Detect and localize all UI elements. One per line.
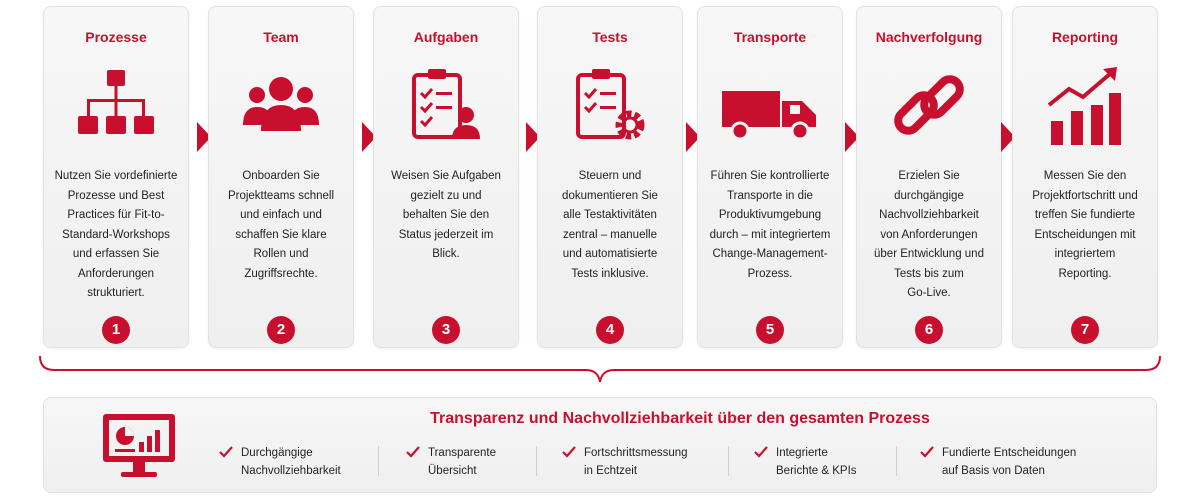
step-title: Nachverfolgung [875,29,983,45]
step-card-transporte [697,6,843,348]
growth-chart-icon [1045,65,1125,155]
step-description: Messen Sie den Projektfortschritt und treffen Sie fundierte Entscheidungen mit integriertem Reporting. [1032,170,1138,280]
separator [378,446,379,476]
separator [728,446,729,476]
step-number-badge: 1 [102,316,130,344]
test-clipboard-gear-icon [570,65,650,155]
summary-panel: Transparenz und Nachvollziehbarkeit über den gesamten Prozess Durchgängige Nachvollziehbarkeit Transparente Übersicht Fortschrittsmessung in Echtzeit Integrierte Berichte & KPIs Fundierte Entscheidungen auf Basis von Daten [43,397,1157,493]
curly-brace [38,350,1162,390]
check-icon [219,445,233,459]
separator [896,446,897,476]
step-title: Reporting [1051,29,1119,45]
check-icon [562,445,576,459]
step-number-badge: 3 [432,316,460,344]
chain-link-icon [889,65,969,155]
step-title: Prozesse [85,29,147,45]
check-icon [754,445,768,459]
hierarchy-icon [76,65,156,155]
step-number-badge: 5 [756,316,784,344]
separator [536,446,537,476]
step-title: Tests [592,29,628,45]
step-description: Nutzen Sie vordefinierte Prozesse und Best Practices für Fit-to- Standard-Workshops und erfassen Sie Anforderungen strukturiert. [54,170,178,299]
step-title: Transporte [733,29,807,45]
step-number-badge: 6 [915,316,943,344]
check-icon [920,445,934,459]
step-description: Weisen Sie Aufgaben gezielt zu und behalten Sie den Status jederzeit im Blick. [391,170,501,260]
step-description: Führen Sie kontrollierte Transporte in die Produktivumgebung durch – mit integriertem Change-Management- Prozess. [709,170,831,280]
step-description: Erzielen Sie durchgängige Nachvollziehbarkeit von Anforderungen über Entwicklung und Tests bis zum Go-Live. [874,170,984,299]
step-card-team [208,6,354,348]
task-clipboard-icon [406,65,486,155]
step-title: Team [263,29,299,45]
step-card-prozesse [43,6,189,348]
summary-title: Transparenz und Nachvollziehbarkeit über den gesamten Prozess [430,410,930,427]
step-card-nachverfolgung [856,6,1002,348]
step-card-reporting [1012,6,1158,348]
team-icon [241,65,321,155]
truck-icon [720,65,820,155]
step-card-tests [537,6,683,348]
monitor-dashboard-icon [101,412,177,480]
step-number-badge: 4 [596,316,624,344]
step-title: Aufgaben [413,29,479,45]
check-icon [406,445,420,459]
step-number-badge: 7 [1071,316,1099,344]
step-card-aufgaben [373,6,519,348]
step-number-badge: 2 [267,316,295,344]
step-description: Steuern und dokumentieren Sie alle Testaktivitäten zentral – manuelle und automatisierte Tests inklusive. [562,170,658,280]
step-description: Onboarden Sie Projektteams schnell und einfach und schaffen Sie klare Rollen und Zugriffsrechte. [227,170,335,280]
